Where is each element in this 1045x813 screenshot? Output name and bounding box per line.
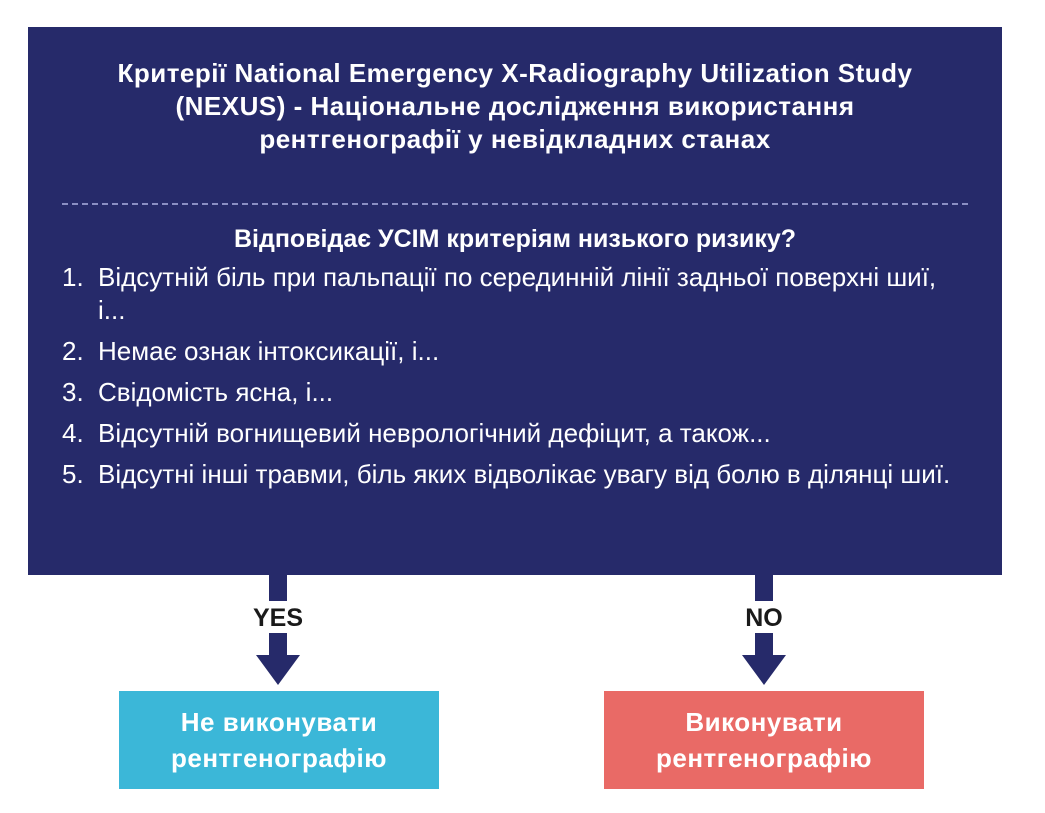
criterion-item: [62, 417, 962, 450]
criterion-item: [62, 261, 962, 327]
criterion-number: 4.: [62, 418, 84, 448]
criterion-item: [62, 376, 962, 409]
yes-outcome-line2: рентгенографію: [170, 743, 387, 773]
criterion-number: 5.: [62, 459, 84, 489]
criterion-text: Немає ознак інтоксикації, і...: [98, 336, 440, 366]
criterion-item: [62, 335, 962, 368]
no-outcome-line2: рентгенографію: [655, 743, 872, 773]
criterion-text: Відсутні інші травми, біль яких відволікає увагу від болю в ділянці шиї.: [98, 459, 951, 489]
diagram-title: Критерії National Emergency X-Radiography Utilization Study (NEXUS) - Національне дослідження використання рентгенографії у невідкладних станах: [117, 58, 913, 154]
criterion-text: Відсутній біль при пальпації по серединній лінії задньої поверхні шиї, і...: [98, 262, 937, 325]
criteria-list: [62, 261, 962, 499]
criterion-item: [62, 458, 962, 491]
yes-outcome-line1: Не виконувати: [180, 707, 378, 737]
no-label: NO: [745, 604, 783, 632]
criterion-number: 2.: [62, 336, 84, 366]
yes-label: YES: [252, 604, 304, 632]
no-outcome-line1: Виконувати: [685, 707, 843, 737]
criteria-box: [28, 27, 1002, 575]
yes-outcome-box: [119, 691, 439, 789]
criterion-text: Свідомість ясна, і...: [98, 377, 334, 407]
criterion-number: 3.: [62, 377, 84, 407]
criterion-number: 1.: [62, 262, 84, 292]
criterion-text: Відсутній вогнищевий неврологічний дефіцит, а також...: [98, 418, 771, 448]
dashed-divider: [62, 203, 968, 205]
question-text: Відповідає УСІМ критеріям низького ризику?: [233, 225, 797, 253]
no-outcome-box: [604, 691, 924, 789]
